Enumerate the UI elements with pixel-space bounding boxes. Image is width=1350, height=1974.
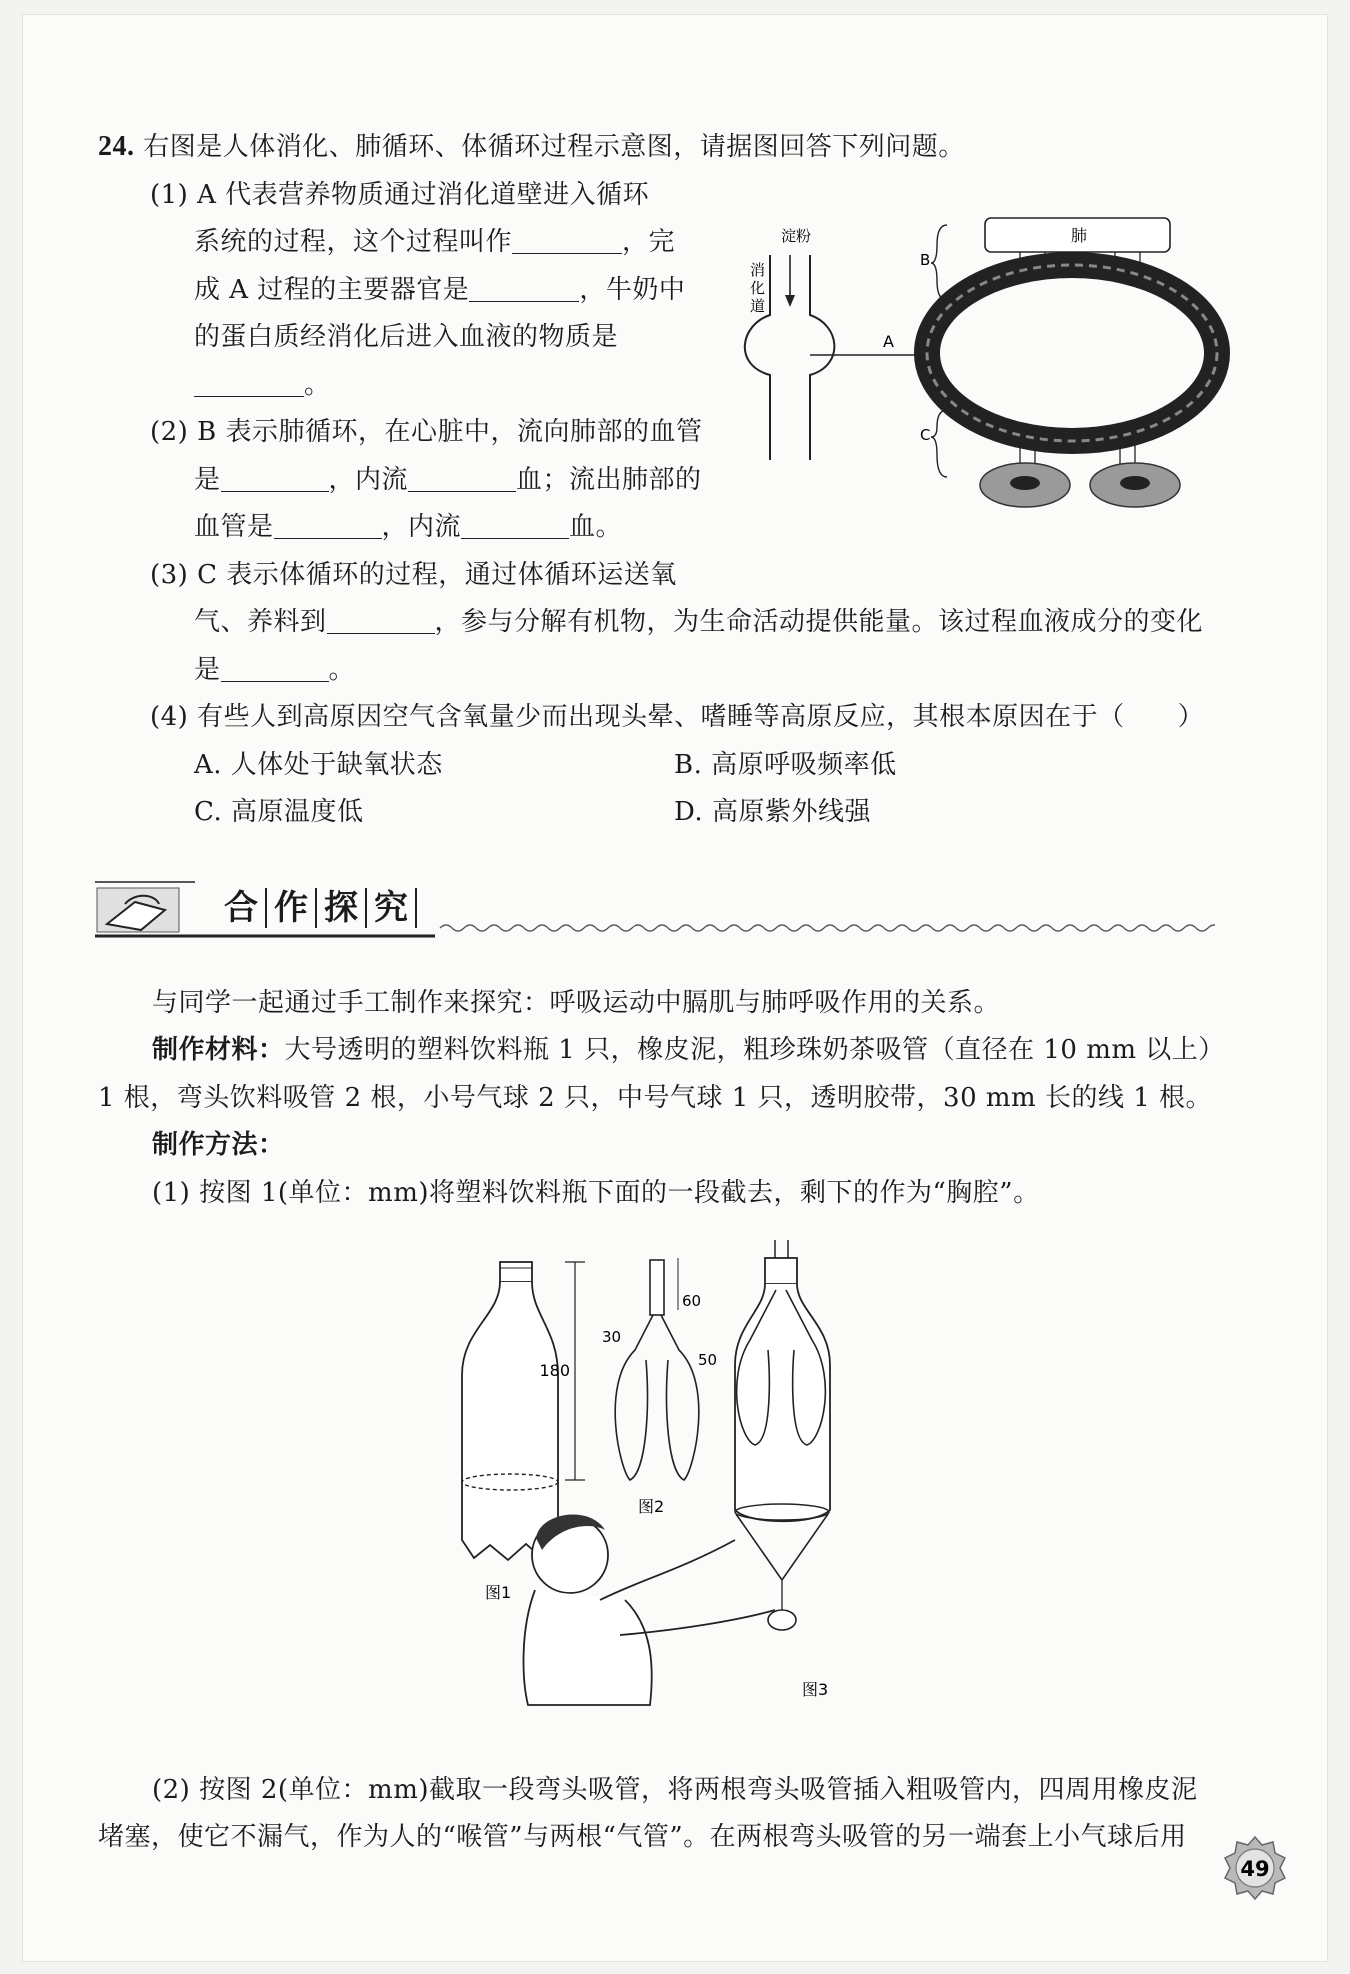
q24-p1-line5	[194, 368, 331, 402]
text: ，参与分解有机物，为生命活动提供能量。该过程血液成分的变化	[434, 607, 1204, 637]
model-bottle	[735, 1284, 830, 1521]
lung-label: 肺	[1071, 226, 1088, 245]
page-number-gear-icon	[1222, 1835, 1288, 1901]
q24-p4-line1: (4) 有些人到高原因空气含氧量少而出现头晕、嗜睡等高原反应，其根本原因在于（ ）	[150, 702, 1205, 732]
bottle-neck	[765, 1258, 797, 1284]
answer-blank[interactable]	[327, 607, 435, 634]
cell-nucleus	[1120, 476, 1150, 490]
section-title	[217, 888, 417, 928]
thick-straw	[650, 1260, 664, 1315]
q24-stem: 右图是人体消化、肺循环、体循环过程示意图，请据图回答下列问题。	[143, 132, 965, 162]
diaphragm-balloon	[736, 1514, 828, 1580]
boy-arm-upper	[600, 1540, 735, 1600]
answer-blank[interactable]	[221, 655, 329, 682]
text: 。	[328, 655, 356, 685]
section-title-char: 合	[217, 888, 267, 928]
label-b: B	[920, 251, 931, 269]
materials-label: 制作材料：	[152, 1035, 285, 1065]
q24-p2-line2	[194, 463, 702, 497]
section-header	[95, 880, 1215, 940]
text: ，牛奶中	[579, 275, 686, 305]
q24-number: 24.	[98, 131, 135, 162]
text: ，内流	[328, 465, 409, 495]
q24-stem-line	[98, 130, 965, 164]
step2-line1: (2) 按图 2(单位：mm)截取一段弯头吸管，将两根弯头吸管插入粗吸管内，四周用橡皮泥	[152, 1775, 1198, 1805]
option-c[interactable]: C. 高原温度低	[194, 797, 364, 827]
text: 气、养料到	[194, 607, 327, 637]
text: 血。	[569, 512, 623, 542]
dim-60: 60	[682, 1292, 702, 1310]
label-a: A	[883, 332, 894, 351]
dim-50: 50	[698, 1351, 718, 1369]
text: 血；流出肺部的	[516, 465, 702, 495]
option-d[interactable]: D. 高原紫外线强	[674, 797, 871, 827]
q24-p3-line3	[194, 653, 355, 687]
section-title-char: 探	[317, 888, 367, 928]
coop-intro: 与同学一起通过手工制作来探究：呼吸运动中膈肌与肺呼吸作用的关系。	[152, 988, 1001, 1018]
page-number-badge	[1222, 1835, 1288, 1901]
dim-180: 180	[539, 1361, 570, 1380]
option-a[interactable]: A. 人体处于缺氧状态	[194, 750, 443, 780]
fig1-caption: 图1	[485, 1583, 512, 1602]
boy-body	[524, 1590, 652, 1705]
answer-blank[interactable]	[469, 275, 579, 302]
figure-2-straws	[602, 1258, 717, 1516]
bottle-body	[462, 1282, 558, 1560]
dim-30: 30	[602, 1328, 622, 1346]
materials-text: 大号透明的塑料饮料瓶 1 只，橡皮泥，粗珍珠奶茶吸管（直径在 10 mm 以上）	[284, 1035, 1225, 1065]
q24-p2-line3	[194, 510, 622, 544]
q24-p2-line1: (2) B 表示肺循环，在心脏中，流向肺部的血管	[150, 417, 703, 447]
text: 是	[194, 465, 221, 495]
tract-char-3: 道	[750, 297, 766, 315]
step1: (1) 按图 1(单位：mm)将塑料饮料瓶下面的一段截去，剩下的作为“胸腔”。	[152, 1178, 1040, 1208]
brace-c	[931, 410, 947, 477]
q24-p1-line4: 的蛋白质经消化后进入血液的物质是	[194, 322, 619, 352]
text: 血管是	[194, 512, 274, 542]
answer-blank[interactable]	[274, 512, 382, 539]
text: ，完	[622, 227, 676, 257]
tract-wall-right	[810, 255, 834, 460]
answer-blank[interactable]	[221, 465, 329, 492]
starch-label: 淀粉	[781, 227, 812, 245]
text: 成 A 过程的主要器官是	[194, 275, 470, 305]
text: 是	[194, 655, 221, 685]
option-b[interactable]: B. 高原呼吸频率低	[674, 750, 897, 780]
q24-p3-line1: (3) C 表示体循环的过程，通过体循环运送氧	[150, 560, 677, 590]
boy-hand	[768, 1610, 796, 1630]
cell-nucleus	[1010, 476, 1040, 490]
fig3-caption: 图3	[802, 1680, 829, 1699]
circulation-diagram	[735, 215, 1235, 520]
q24-p1-line1: (1) A 代表营养物质通过消化道壁进入循环	[150, 180, 650, 210]
method-label: 制作方法：	[152, 1130, 285, 1160]
tract-char-2: 化	[750, 279, 766, 297]
brace-b	[931, 225, 947, 300]
answer-blank[interactable]	[194, 370, 304, 397]
section-title-char: 作	[267, 888, 317, 928]
materials-line2: 1 根，弯头饮料吸管 2 根，小号气球 2 只，中号气球 1 只，透明胶带，30 mm 长的线 1 根。	[98, 1083, 1213, 1113]
wavy-rule	[440, 925, 1215, 931]
arrow-head	[785, 295, 795, 307]
section-title-char: 究	[367, 888, 417, 928]
step2-line2: 堵塞，使它不漏气，作为人的“喉管”与两根“气管”。在两根弯头吸管的另一端套上小气球后用	[98, 1822, 1187, 1852]
fig2-caption: 图2	[638, 1497, 665, 1516]
q24-p3-line2	[194, 605, 1203, 639]
experiment-figures	[450, 1240, 910, 1720]
answer-blank[interactable]	[461, 512, 569, 539]
answer-blank[interactable]	[408, 465, 516, 492]
tract-char-1: 消	[750, 261, 766, 279]
label-c: C	[920, 426, 931, 444]
materials-line1	[152, 1033, 1225, 1067]
right-straw-balloon	[661, 1315, 699, 1480]
text: 。	[304, 370, 331, 400]
bottle-cap	[500, 1262, 532, 1282]
q24-p1-line2	[194, 225, 675, 259]
answer-blank[interactable]	[512, 227, 622, 254]
text: 系统的过程，这个过程叫作	[194, 227, 513, 257]
q24-p1-line3	[194, 273, 685, 307]
text: ，内流	[381, 512, 462, 542]
page-number: 49	[1240, 1857, 1270, 1881]
